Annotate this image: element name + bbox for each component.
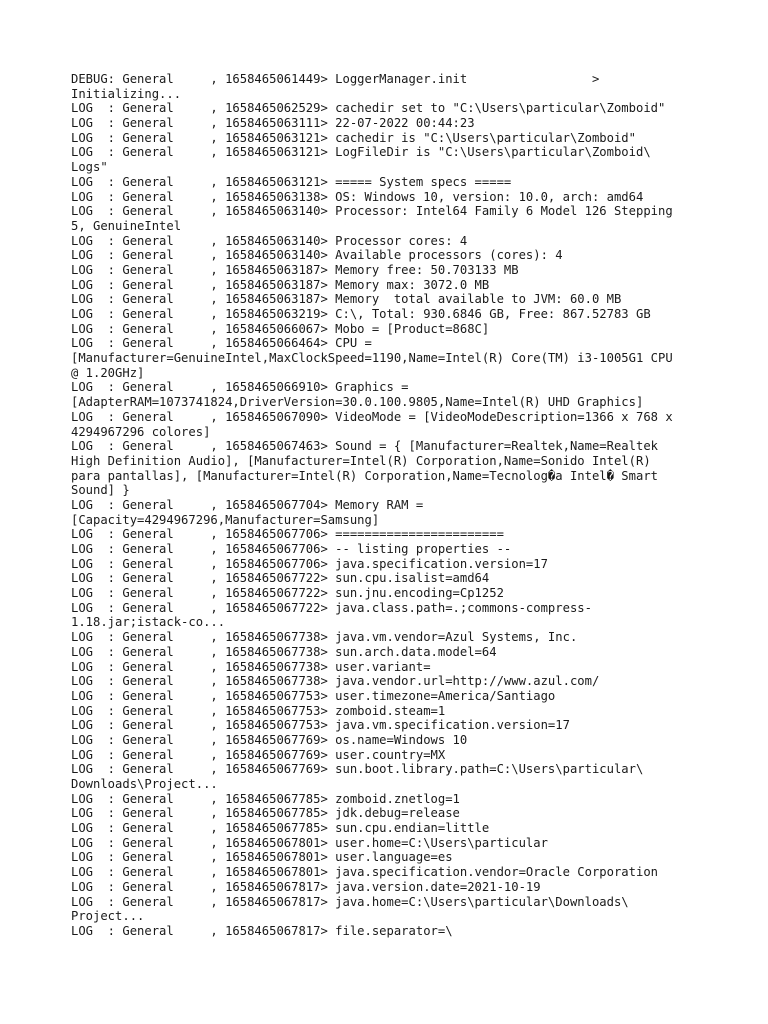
log-line: LOG : General , 1658465067722> java.class.path=.;commons-compress-	[71, 600, 592, 615]
log-line: LOG : General , 1658465063138> OS: Windows 10, version: 10.0, arch: amd64	[71, 189, 644, 204]
log-line: LOG : General , 1658465063187> Memory free: 50.703133 MB	[71, 262, 519, 277]
log-line: LOG : General , 1658465063121> ===== System specs =====	[71, 174, 512, 189]
log-line: LOG : General , 1658465063121> LogFileDir is "C:\Users\particular\Zomboid\	[71, 145, 651, 160]
log-line: LOG : General , 1658465067463> Sound = { [Manufacturer=Realtek,Name=Realtek	[71, 439, 658, 454]
log-line: LOG : General , 1658465062529> cachedir set to "C:\Users\particular\Zomboid"	[71, 101, 666, 116]
log-line: Project...	[71, 909, 145, 924]
log-line: LOG : General , 1658465067738> java.vendor.url=http://www.azul.com/	[71, 674, 600, 689]
log-line: LOG : General , 1658465067738> java.vm.vendor=Azul Systems, Inc.	[71, 630, 578, 645]
log-line: LOG : General , 1658465063187> Memory max: 3072.0 MB	[71, 277, 490, 292]
log-line: LOG : General , 1658465063140> Available processors (cores): 4	[71, 248, 563, 263]
log-line: Sound] }	[71, 483, 130, 498]
log-line: LOG : General , 1658465067753> user.timezone=America/Santiago	[71, 688, 556, 703]
log-line: LOG : General , 1658465063219> C:\, Total: 930.6846 GB, Free: 867.52783 GB	[71, 307, 651, 321]
log-line: LOG : General , 1658465063140> Processor cores: 4	[71, 233, 468, 248]
log-line: LOG : General , 1658465063121> cachedir is "C:\Users\particular\Zomboid"	[71, 130, 636, 145]
log-line: [Manufacturer=GenuineIntel,MaxClockSpeed=1190,Name=Intel(R) Core(TM) i3-1005G1 CPU	[71, 351, 673, 366]
log-line: LOG : General , 1658465066910> Graphics =	[71, 380, 409, 395]
log-line: 4294967296 colores]	[71, 424, 211, 439]
log-line: LOG : General , 1658465063111> 22-07-2022 00:44:23	[71, 116, 475, 131]
log-line: Logs"	[71, 160, 108, 175]
log-line: LOG : General , 1658465067722> sun.cpu.isalist=amd64	[71, 571, 490, 586]
log-line: LOG : General , 1658465066464> CPU =	[71, 336, 372, 351]
log-line: DEBUG: General , 1658465061449> LoggerManager.init >	[71, 72, 600, 86]
log-line: LOG : General , 1658465063140> Processor: Intel64 Family 6 Model 126 Stepping	[71, 204, 673, 219]
log-line: LOG : General , 1658465067738> sun.arch.data.model=64	[71, 644, 497, 659]
log-line: LOG : General , 1658465067704> Memory RAM =	[71, 497, 424, 512]
log-line: High Definition Audio], [Manufacturer=Intel(R) Corporation,Name=Sonido Intel(R)	[71, 453, 651, 468]
log-line: LOG : General , 1658465067753> java.vm.specification.version=17	[71, 718, 570, 733]
log-line: 5, GenuineIntel	[71, 218, 182, 233]
log-line: Downloads\Project...	[71, 777, 218, 791]
log-line: @ 1.20GHz]	[71, 365, 145, 380]
log-text-body	[71, 72, 696, 939]
log-line: LOG : General , 1658465067769> sun.boot.library.path=C:\Users\particular\	[71, 762, 644, 777]
log-line: LOG : General , 1658465067769> os.name=Windows 10	[71, 732, 468, 747]
log-line: LOG : General , 1658465066067> Mobo = [Product=868C]	[71, 321, 490, 336]
log-line: LOG : General , 1658465067753> zomboid.steam=1	[71, 703, 446, 718]
log-line: LOG : General , 1658465067801> user.home=C:\Users\particular	[71, 835, 548, 850]
log-line: LOG : General , 1658465067706> -- listing properties --	[71, 542, 512, 556]
log-line: para pantallas], [Manufacturer=Intel(R) Corporation,Name=Tecnolog�a Intel� Smart	[71, 468, 658, 483]
log-line: LOG : General , 1658465067817> file.separator=\	[71, 923, 453, 938]
log-line: LOG : General , 1658465067785> jdk.debug=release	[71, 806, 460, 821]
log-line: LOG : General , 1658465067785> sun.cpu.endian=little	[71, 821, 490, 836]
log-line: LOG : General , 1658465067090> VideoMode = [VideoModeDescription=1366 x 768 x	[71, 409, 673, 424]
log-line: LOG : General , 1658465067817> java.home=C:\Users\particular\Downloads\	[71, 894, 629, 909]
log-line: LOG : General , 1658465067706> =======================	[71, 527, 504, 542]
log-line: [Capacity=4294967296,Manufacturer=Samsung]	[71, 512, 380, 527]
log-line: LOG : General , 1658465067785> zomboid.znetlog=1	[71, 791, 460, 806]
log-line: Initializing...	[71, 86, 182, 101]
log-line: LOG : General , 1658465067801> user.language=es	[71, 850, 453, 865]
log-line: LOG : General , 1658465067769> user.country=MX	[71, 747, 446, 762]
log-line: LOG : General , 1658465067722> sun.jnu.encoding=Cp1252	[71, 586, 504, 601]
log-line: LOG : General , 1658465067801> java.specification.vendor=Oracle Corporation	[71, 865, 658, 880]
log-line: LOG : General , 1658465067817> java.version.date=2021-10-19	[71, 879, 541, 894]
log-line: 1.18.jar;istack-co...	[71, 615, 226, 630]
log-line: [AdapterRAM=1073741824,DriverVersion=30.0.100.9805,Name=Intel(R) UHD Graphics]	[71, 395, 644, 410]
log-line: LOG : General , 1658465067738> user.variant=	[71, 659, 431, 674]
log-line: LOG : General , 1658465067706> java.specification.version=17	[71, 556, 548, 571]
log-line: LOG : General , 1658465063187> Memory total available to JVM: 60.0 MB	[71, 292, 622, 307]
